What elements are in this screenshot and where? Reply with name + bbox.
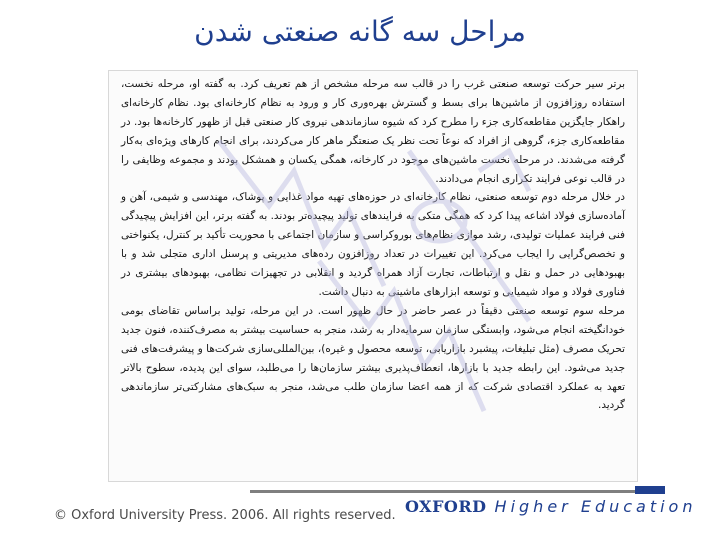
scanned-text-image (108, 70, 638, 482)
copyright-notice: © Oxford University Press. 2006. All rights reserved. (54, 508, 396, 523)
publisher-name: OXFORD (405, 497, 487, 516)
slide-title: مراحل سه گانه صنعتی شدن (194, 15, 526, 48)
publisher-tagline: Higher Education (494, 497, 697, 516)
footer-divider (250, 490, 645, 493)
paragraph-stage-one: برتر سیر حرکت توسعه صنعتی غرب را در قالب سه مرحله مشخص از هم تعریف کرد. به گفته او، مرحله نخست، استفاده روزافزون از ماشین‌ها برای بسط و گسترش بهره‌وری کار و ورود به نظام کارخانه‌ای بود. نظام کارخانه‌ای راهکار جایگزین مقاطعه‌کاری جزء را مطرح کرد که شیوه سازماندهی نیروی کار صنعتی قبل از ظهور کارخانه‌ها بود. در مقاطعه‌کاری جزء، گروهی از افراد که نوعاً تحت نظر یک صنعتگر ماهر کار می‌کردند، برای انجام کارهای ویژه‌ای به‌کار گرفته می‌شدند. در مرحله نخست ماشین‌های موجود در کارخانه، همگی یکسان و همشکل بودند و مجموعه وظایفی را در قالب نوعی فرایند تکراری انجام می‌دادند. (121, 78, 625, 185)
scanned-text-body (121, 75, 625, 415)
publisher-logo (405, 497, 696, 517)
footer-divider-accent (635, 486, 665, 494)
paragraph-stage-two: در خلال مرحله دوم توسعه صنعتی، نظام کارخانه‌ای در حوزه‌های تهیه مواد غذایی و پوشاک، مهندسی و شیمی، آهن و آماده‌سازی فولاد اشاعه پیدا کرد که همگی متکی به فرایندهای تولید پیچیده‌تر بودند. به گفته برتر، این افزایش پیچیدگی فنی فرایند عملیات تولیدی، رشد موازی نظام‌های بوروکراسی و سازمان اجتماعی با محوریت تأکید بر کنترل، یکنواختی و تخصص‌گرایی را ایجاب می‌کرد. این تغییرات در تعداد روزافزون رده‌های مدیریتی و پرسنل اداری متجلی شد و با بهبودهایی در حمل و نقل و ارتباطات، تجارت آزاد همراه گردید و انقلابی در تجهیزات نظامی، بهبودهای بیشتری در فناوری فولاد و مواد شیمیایی و توسعه ابزارهای ماشینی به دنبال داشت. (121, 191, 625, 298)
paragraph-stage-three: مرحله سوم توسعه صنعتی دقیقاً در عصر حاضر در حال ظهور است. در این مرحله، تولید براساس تقاضای بومی خودانگیخته انجام می‌شود، وابستگی سازمان سرمایه‌دار به رشد، منجر به حساسیت بیشتر به مصرف‌کننده، فنون جدید تحریک مصرف (مثل تبلیغات، پیشبرد بازاریابی، توسعه محصول و غیره)، بین‌المللی‌سازی شرکت‌ها و پیشرفت‌های فنی جدید می‌شود. این رابطه جدید با بازارها، انعطاف‌پذیری بیشتر سازمان‌ها را می‌طلبد، سوای این پدیده، سطوح بالاتر تعهد به عملکرد اقتصادی شرکت که از همه اعضا سازمان طلب می‌شد، منجر به سبک‌های مشارکتی‌تر سازماندهی گردید. (121, 304, 625, 412)
